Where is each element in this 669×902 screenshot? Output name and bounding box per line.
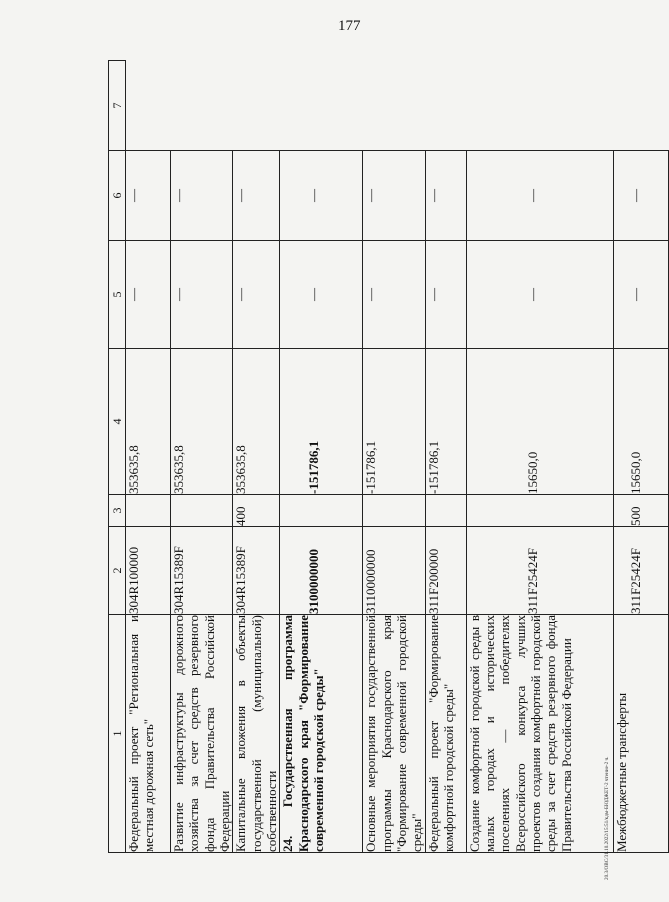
budget-table [108, 60, 669, 853]
row-code: 3110000000 [363, 527, 425, 615]
row-expense-type [126, 495, 171, 527]
row-amount: -151786,1 [280, 349, 363, 495]
row-name: Создание комфортной городской среды в малых городах и исторических поселениях — победителях Всероссийского конкурса лучших проектов создания комфортной городской среды за счет средств резервного фонда Правительства Российской Федерации [466, 615, 613, 853]
row-col6: — [466, 241, 613, 349]
row-col6: — [171, 241, 233, 349]
row-code: 304R100000 [126, 527, 171, 615]
row-code: 304R15389F [171, 527, 233, 615]
column-header: 2 [109, 527, 126, 615]
table-row [425, 61, 466, 853]
row-amount: 15650,0 [613, 349, 668, 495]
row-col7: — [280, 151, 363, 241]
row-amount: -151786,1 [425, 349, 466, 495]
column-header: 6 [109, 151, 126, 241]
row-expense-type [280, 495, 363, 527]
row-amount: 353635,8 [126, 349, 171, 495]
page-number: 177 [338, 18, 361, 34]
row-expense-type: 500 [613, 495, 668, 527]
row-name: Развитие инфраструктуры дорожного хозяйства за счет средств резервного фонда Правительства Российской Федерации [171, 615, 232, 852]
row-code: 311F25424F [613, 527, 668, 615]
row-amount: 353635,8 [171, 349, 233, 495]
table-row [233, 61, 280, 853]
column-header: 5 [109, 241, 126, 349]
column-header: 4 [109, 349, 126, 495]
row-col6: — [425, 241, 466, 349]
row-col7: — [466, 151, 613, 241]
row-code: 3100000000 [280, 527, 363, 615]
row-col7: — [171, 151, 233, 241]
row-col7: — [613, 151, 668, 241]
row-col6: — [363, 241, 425, 349]
row-amount: -151786,1 [363, 349, 425, 495]
row-expense-type [363, 495, 425, 527]
column-header: 3 [109, 495, 126, 527]
row-expense-type: 400 [233, 495, 280, 527]
row-name: Капитальные вложения в объекты государственной (муниципальной) собственности [233, 615, 279, 852]
document-stamp: 20.3/ОВС/31.10.2022/15:51/кдм-БЮДЖЕТ-2 чтение-2 ч. [604, 756, 610, 880]
row-code: 304R15389F [233, 527, 280, 615]
row-expense-type [466, 495, 613, 527]
row-expense-type [171, 495, 233, 527]
row-col7: — [425, 151, 466, 241]
row-amount: 353635,8 [233, 349, 280, 495]
row-col6: — [613, 241, 668, 349]
row-col7: — [363, 151, 425, 241]
row-col6: — [233, 241, 280, 349]
row-amount: 15650,0 [466, 349, 613, 495]
row-code: 311F200000 [425, 527, 466, 615]
table-row [171, 61, 233, 853]
table-row [126, 61, 171, 853]
table-row [466, 61, 613, 853]
table-row [280, 61, 363, 853]
row-name: 24. Государственная программа Краснодарского края "Формирование современной городской среды" [280, 615, 363, 853]
row-name: Межбюджетные трансферты [613, 615, 668, 853]
row-col7: — [126, 151, 171, 241]
row-col7: — [233, 151, 280, 241]
row-name: Федеральный проект "Формирование комфортной городской среды" [425, 615, 466, 853]
row-code: 311F25424F [466, 527, 613, 615]
column-header: 7 [109, 61, 126, 151]
column-header: 1 [109, 615, 126, 853]
table-row [363, 61, 425, 853]
row-col6: — [126, 241, 171, 349]
row-col6: — [280, 241, 363, 349]
row-name: Основные мероприятия государственной программы Краснодарского края "Формирование современной городской среды" [363, 615, 425, 852]
row-expense-type [425, 495, 466, 527]
table-row [613, 61, 668, 853]
row-name: Федеральный проект "Региональная и местная дорожная сеть" [126, 615, 171, 853]
header-row [109, 61, 126, 853]
